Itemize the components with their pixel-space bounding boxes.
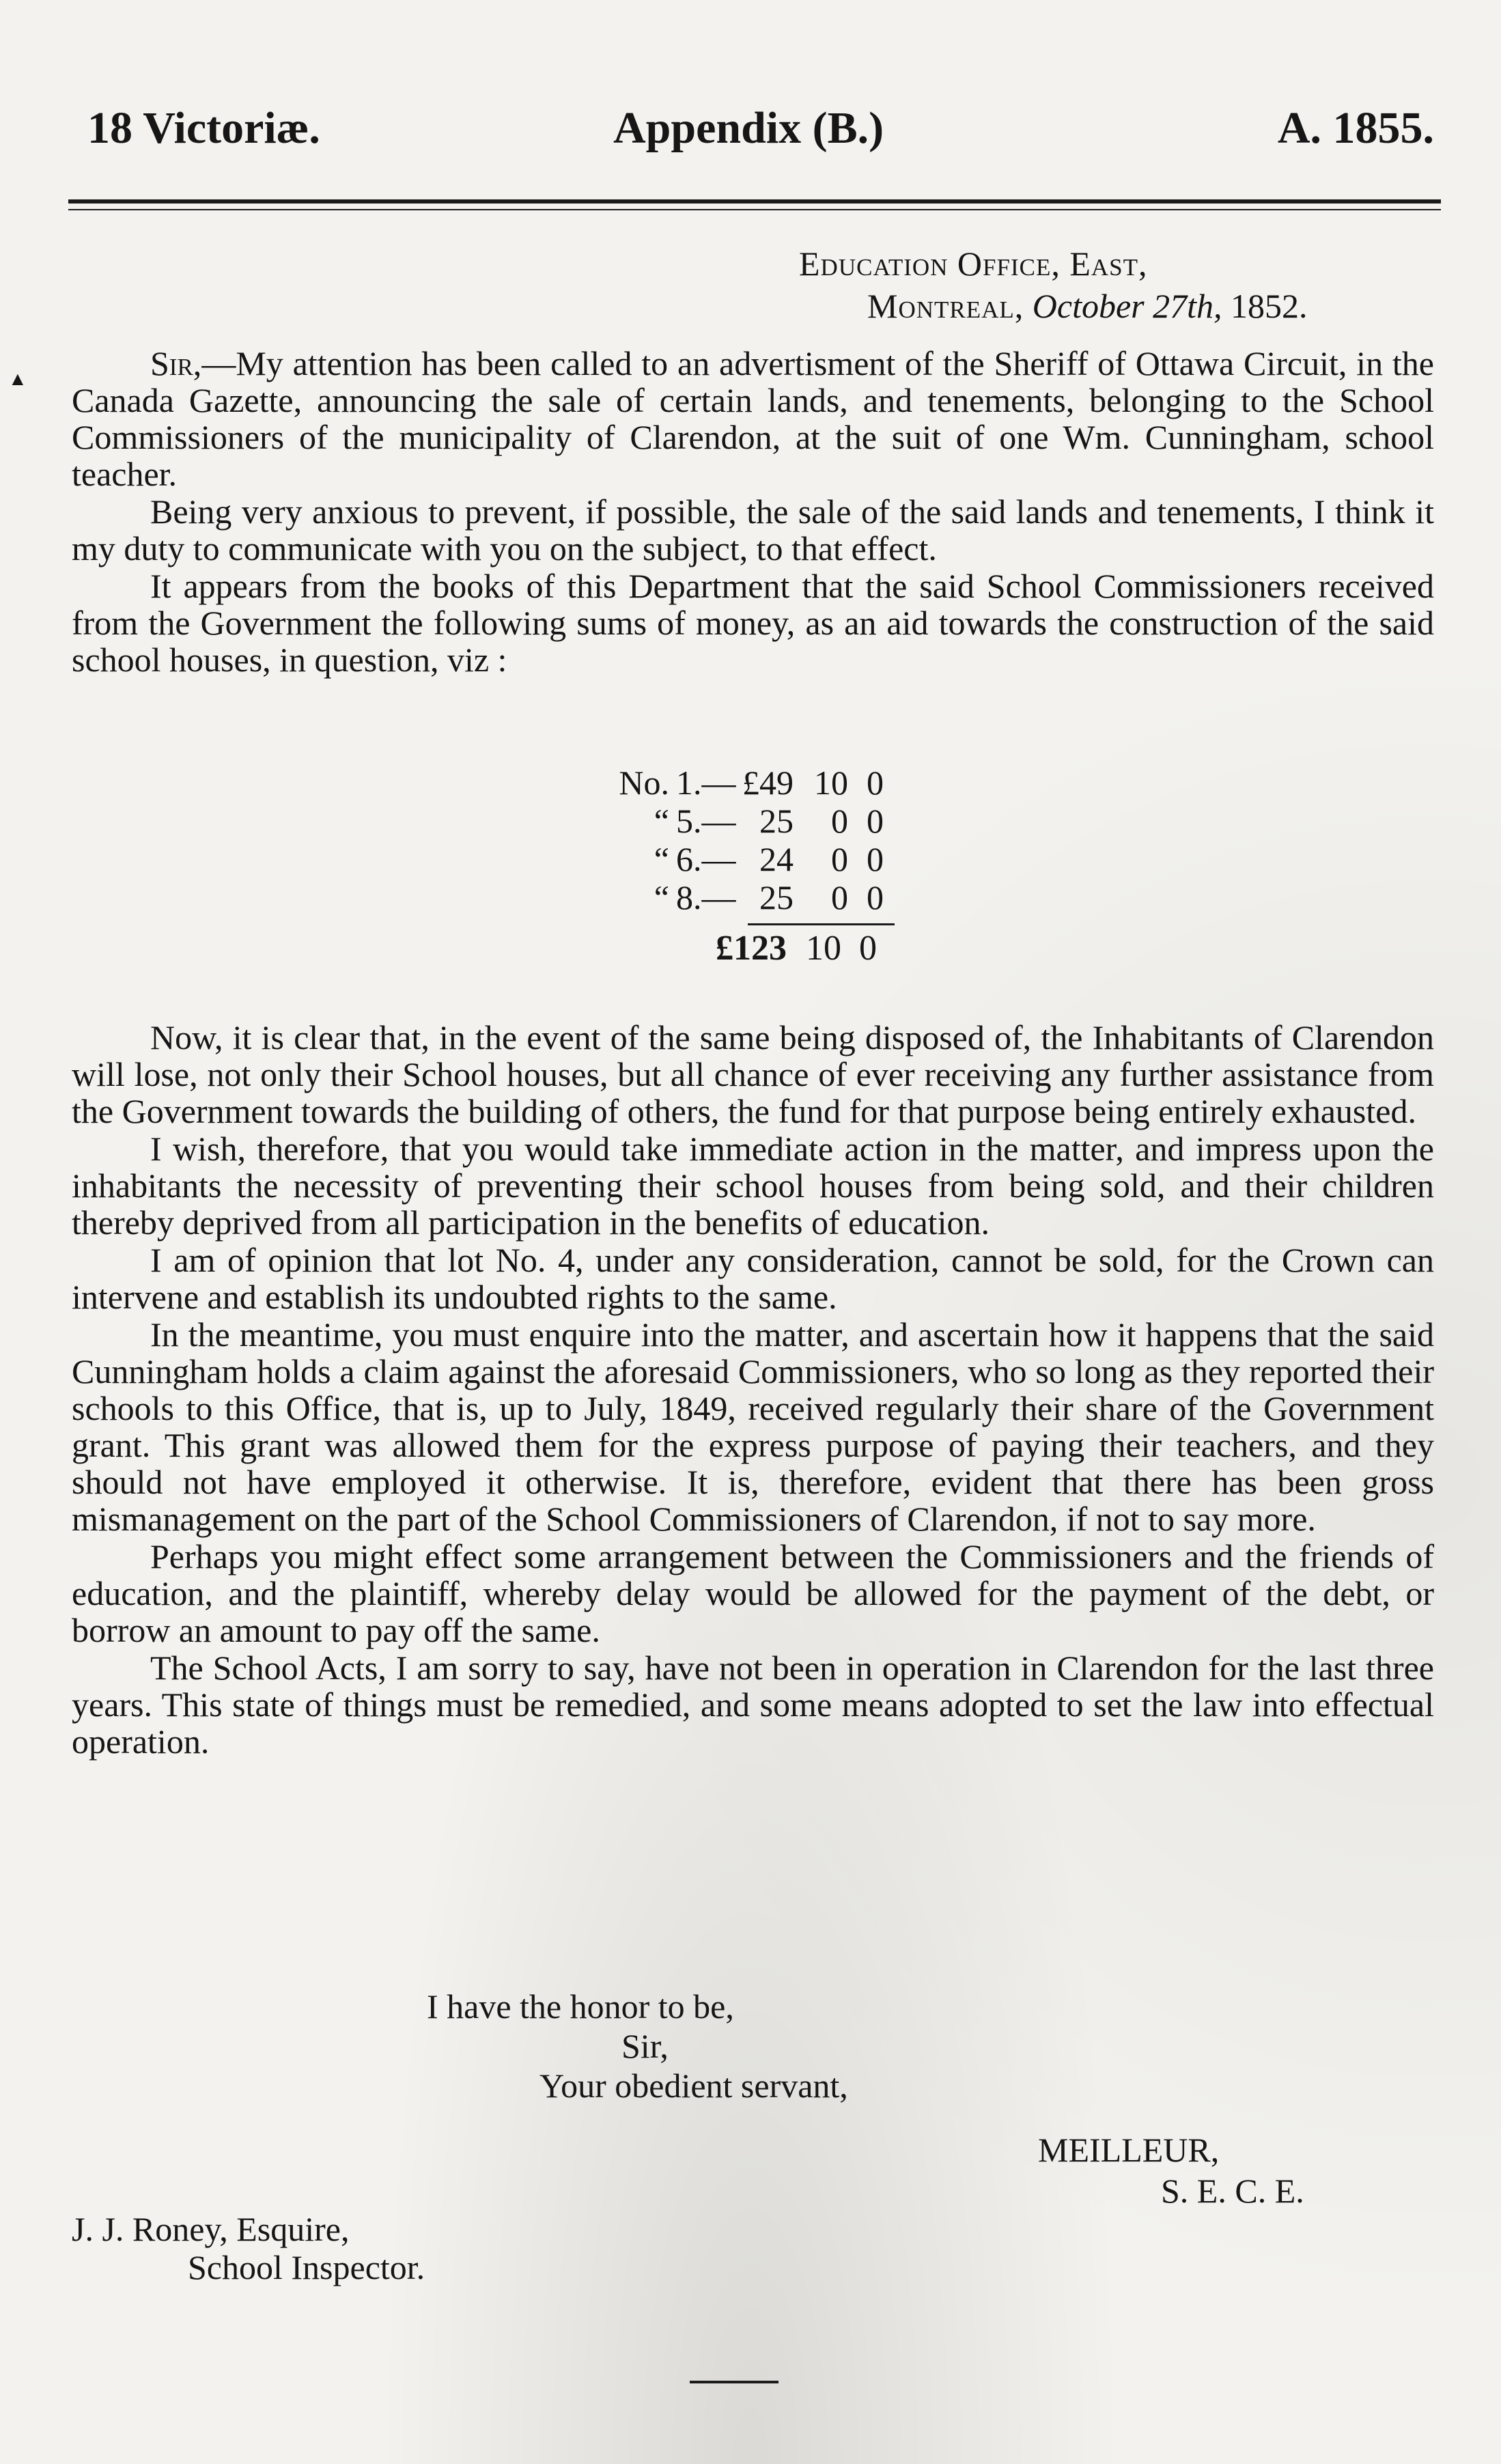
addressee-name: J. J. Roney, Esquire, — [72, 2210, 350, 2248]
paragraph-4: Now, it is clear that, in the event of the same being disposed of, the Inhabitants of Clarendon will lose, not only their School houses, but all chance of ever receiving any further assistance from the Government towards the building of others, the fund for that purpose being entirely exhausted. — [72, 1018, 1434, 1130]
sum-shillings: 0 — [831, 840, 848, 878]
paragraph-8: Perhaps you might effect some arrangement between the Commissioners and the friends of education, and the plaintiff, whereby delay would be allowed for the payment of the debt, or borrow an amount to pay off the same. — [72, 1537, 1434, 1649]
sum-shillings: 0 — [831, 878, 848, 916]
header-year: A. 1855. — [1277, 103, 1434, 153]
paragraph-1 — [72, 345, 1434, 492]
sum-pounds: £49 — [742, 764, 794, 802]
sum-shillings: 0 — [831, 802, 848, 840]
dateline-date: October 27th, — [1032, 287, 1222, 325]
closing-servant: Your obedient servant, — [539, 2067, 848, 2105]
closing-sir: Sir, — [621, 2027, 669, 2065]
sum-number: 1.— — [676, 764, 736, 802]
sums-table — [584, 764, 895, 968]
total-shillings: 10 — [806, 929, 841, 968]
signature-name: MEILLEUR, — [1038, 2131, 1220, 2169]
letter-body-part1 — [72, 345, 1434, 679]
margin-mark: ▲ — [8, 369, 27, 390]
sum-prefix: No. — [619, 764, 669, 802]
paragraph-2: Being very anxious to prevent, if possible, the sale of the said lands and tenements, I think it my duty to communicate with you on the subject, to that effect. — [72, 492, 1434, 568]
paragraph-7: In the meantime, you must enquire into the matter, and ascertain how it happens that the said Cunningham holds a claim against the aforesaid Commissioners, who so long as they reported their schools to this Office, that is, up to July, 1849, received regularly their share of the Government grant. This grant was allowed them for the express purpose of paying their teachers, and they should not have employed it otherwise. It is, therefore, evident that there has been gross mismanagement on the part of the School Commissioners of Clarendon, if not to say more. — [72, 1315, 1434, 1538]
sum-pounds: 25 — [759, 802, 794, 840]
sum-row — [584, 802, 895, 840]
sum-row — [584, 764, 895, 802]
paragraph-5: I wish, therefore, that you would take immediate action in the matter, and impress upon the inhabitants the necessity of preventing their school houses from being sold, and their children thereby deprived from all participation in the benefits of education. — [72, 1130, 1434, 1242]
sum-pence: 0 — [867, 878, 884, 916]
sum-pence: 0 — [867, 840, 884, 878]
sum-pence: 0 — [867, 764, 884, 802]
sum-row — [584, 840, 895, 878]
addressee-role: School Inspector. — [188, 2248, 425, 2286]
sum-pence: 0 — [867, 802, 884, 840]
sum-pounds: 24 — [759, 840, 794, 878]
header-rule-thin — [68, 209, 1441, 210]
paragraph-1-text: —My attention has been called to an advertisment of the Sheriff of Ottawa Circuit, in the Canada Gazette, announcing the sale of certain lands, and tenements, belonging to the School Commissioners of the municipality of Clarendon, at the suit of one Wm. Cunningham, school teacher. — [72, 344, 1434, 493]
header-rule-thick — [68, 199, 1441, 204]
sum-pounds: 25 — [759, 878, 794, 916]
sum-total-row — [584, 929, 895, 968]
paragraph-6: I am of opinion that lot No. 4, under any consideration, cannot be sold, for the Crown can intervene and establish its undoubted rights to the same. — [72, 1241, 1434, 1316]
dateline-place: Montreal, — [867, 287, 1024, 325]
footer-rule — [690, 2381, 778, 2383]
sum-prefix: “ — [654, 878, 669, 916]
header-session: 18 Victoriæ. — [87, 103, 320, 153]
dateline — [799, 242, 1308, 327]
total-pence: 0 — [859, 929, 877, 968]
sum-prefix: “ — [654, 840, 669, 878]
salutation: Sir, — [150, 344, 202, 382]
sum-prefix: “ — [654, 802, 669, 840]
total-pounds: £123 — [716, 929, 787, 968]
dateline-office: Education Office, East, — [799, 244, 1148, 283]
signature-title: S. E. C. E. — [1161, 2172, 1304, 2210]
sum-number: 8.— — [676, 878, 736, 916]
paragraph-9: The School Acts, I am sorry to say, have not been in operation in Clarendon for the last three years. This state of things must be remedied, and some means adopted to set the law into effectual operation. — [72, 1649, 1434, 1761]
sum-row — [584, 878, 895, 916]
page-header — [68, 102, 1441, 164]
letter-body-part2 — [72, 1019, 1434, 1761]
dateline-place-date — [799, 285, 1308, 327]
dateline-year: 1852. — [1231, 287, 1308, 325]
sum-shillings: 10 — [814, 764, 848, 802]
header-appendix: Appendix (B.) — [613, 103, 884, 153]
sum-number: 5.— — [676, 802, 736, 840]
paragraph-3: It appears from the books of this Department that the said School Commissioners received from the Government the following sums of money, as an aid towards the construction of the said school houses, in question, viz : — [72, 567, 1434, 679]
closing-honor: I have the honor to be, — [427, 1987, 734, 2026]
sum-total-rule — [748, 923, 895, 925]
sum-number: 6.— — [676, 840, 736, 878]
